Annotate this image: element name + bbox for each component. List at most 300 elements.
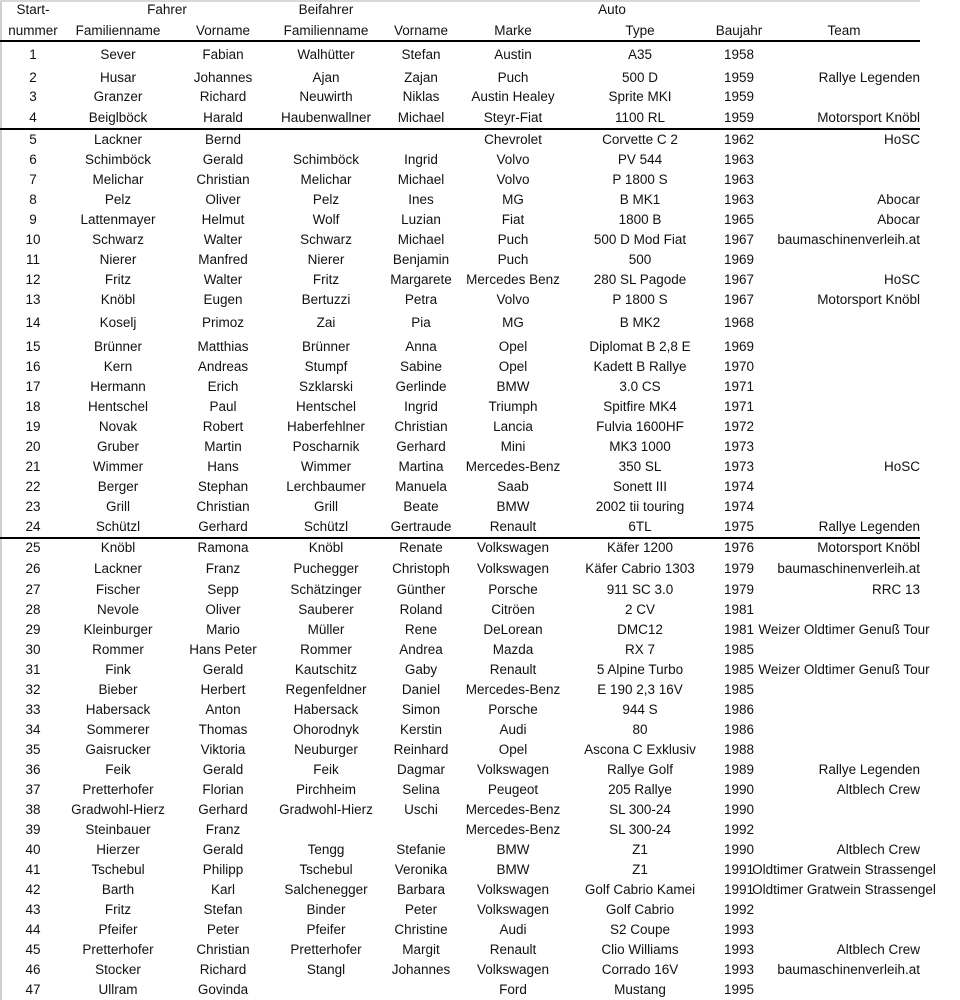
driver-firstname-cell: Manfred — [198, 252, 248, 267]
team-cell — [768, 87, 920, 107]
start-number-cell: 37 — [25, 782, 41, 797]
start-number-cell: 19 — [25, 419, 41, 434]
car-year-cell: 1969 — [723, 252, 755, 267]
codriver-firstname-cell: Martina — [398, 459, 444, 474]
driver-firstname-cell: Anton — [205, 702, 241, 717]
car-type-cell: Z1 — [632, 862, 648, 877]
start-number-cell: 26 — [25, 561, 41, 576]
codriver-lastname-cell: Habersack — [293, 702, 359, 717]
sheet-left-border — [0, 0, 2, 1000]
codriver-lastname-cell: Neuwirth — [299, 89, 353, 104]
start-number-cell: 25 — [25, 540, 41, 555]
driver-lastname-cell: Gruber — [96, 439, 140, 454]
team-name: HoSC — [883, 132, 920, 147]
header-baujahr: Baujahr — [715, 23, 763, 38]
car-year-cell: 1991 — [723, 882, 755, 897]
driver-lastname-cell: Melichar — [92, 172, 144, 187]
car-type-cell: SL 300-24 — [609, 822, 671, 837]
car-make-cell: Saab — [497, 479, 529, 494]
header-fahrer-familienname: Familienname — [75, 23, 161, 38]
start-number-cell: 12 — [25, 272, 41, 287]
team-name: Rallye Legenden — [818, 519, 920, 534]
codriver-firstname-cell: Renate — [399, 540, 443, 555]
driver-firstname-cell: Gerhard — [198, 519, 248, 534]
codriver-lastname-cell: Haubenwallner — [280, 110, 372, 125]
team-name: Oldtimer Gratwein Strassengel — [752, 862, 936, 877]
driver-lastname-cell: Brünner — [93, 339, 143, 354]
start-number-cell: 16 — [25, 359, 41, 374]
driver-lastname-cell: Schwarz — [92, 232, 144, 247]
car-type-cell: Sprite MKI — [608, 89, 672, 104]
team-cell — [768, 130, 920, 150]
car-type-cell: Z1 — [632, 842, 648, 857]
team-cell — [768, 230, 920, 250]
start-number-cell: 15 — [25, 339, 41, 354]
driver-lastname-cell: Fritz — [104, 272, 132, 287]
car-make-cell: BMW — [496, 379, 530, 394]
driver-lastname-cell: Bieber — [98, 682, 138, 697]
car-make-cell: Volkswagen — [476, 882, 550, 897]
team-cell — [768, 720, 920, 740]
codriver-lastname-cell — [272, 130, 380, 150]
driver-lastname-cell: Husar — [99, 70, 136, 85]
driver-lastname-cell: Habersack — [85, 702, 151, 717]
car-year-cell: 1971 — [723, 379, 755, 394]
team-name: HoSC — [883, 272, 920, 287]
header-start-top: Start- — [16, 2, 50, 17]
car-year-cell: 1985 — [723, 642, 755, 657]
start-number-cell: 13 — [25, 292, 41, 307]
car-type-cell: Rallye Golf — [606, 762, 674, 777]
car-year-cell: 1970 — [723, 359, 755, 374]
team-name: Altblech Crew — [836, 842, 920, 857]
car-year-cell: 1975 — [723, 519, 755, 534]
driver-lastname-cell: Nevole — [96, 602, 140, 617]
car-type-cell: E 190 2,3 16V — [597, 682, 683, 697]
start-number-cell: 39 — [25, 822, 41, 837]
team-name: HoSC — [883, 459, 920, 474]
car-make-cell: DeLorean — [483, 622, 543, 637]
codriver-firstname-cell: Kerstin — [399, 722, 443, 737]
car-make-cell: Ford — [499, 982, 527, 997]
car-type-cell: B MK2 — [619, 315, 661, 330]
car-make-cell: Peugeot — [487, 782, 539, 797]
codriver-firstname-cell — [382, 980, 460, 1000]
team-cell — [768, 820, 920, 840]
driver-lastname-cell: Feik — [105, 762, 131, 777]
car-year-cell: 1963 — [723, 172, 755, 187]
start-number-cell: 18 — [25, 399, 41, 414]
team-cell — [768, 210, 920, 230]
team-name: Motorsport Knöbl — [817, 292, 920, 307]
start-number-cell: 10 — [25, 232, 41, 247]
driver-firstname-cell: Philipp — [202, 862, 244, 877]
car-year-cell: 1974 — [723, 479, 755, 494]
car-year-cell: 1993 — [723, 922, 755, 937]
codriver-lastname-cell: Neuburger — [294, 742, 358, 757]
car-year-cell: 1981 — [723, 622, 755, 637]
codriver-lastname-cell: Walhütter — [297, 47, 355, 62]
team-cell — [752, 880, 936, 900]
car-year-cell: 1986 — [723, 702, 755, 717]
car-year-cell: 1962 — [723, 132, 755, 147]
team-cell — [768, 980, 920, 1000]
start-number-cell: 35 — [25, 742, 41, 757]
car-type-cell: 280 SL Pagode — [593, 272, 687, 287]
team-cell — [768, 600, 920, 620]
driver-firstname-cell: Paul — [209, 399, 237, 414]
team-cell — [768, 150, 920, 170]
car-year-cell: 1985 — [723, 662, 755, 677]
team-name: Altblech Crew — [836, 942, 920, 957]
codriver-lastname-cell: Grill — [314, 499, 338, 514]
start-number-cell: 38 — [25, 802, 41, 817]
team-cell — [768, 680, 920, 700]
car-make-cell: Mercedes Benz — [466, 272, 560, 287]
codriver-firstname-cell: Michael — [397, 110, 445, 125]
header-marke: Marke — [494, 23, 532, 38]
driver-firstname-cell: Helmut — [201, 212, 245, 227]
codriver-lastname-cell: Schimböck — [292, 152, 360, 167]
car-type-cell: 500 — [628, 252, 652, 267]
driver-lastname-cell: Fritz — [104, 902, 132, 917]
driver-firstname-cell: Andreas — [197, 359, 249, 374]
team-cell — [768, 559, 920, 579]
car-type-cell: 2002 tii touring — [595, 499, 685, 514]
car-make-cell: Puch — [497, 232, 529, 247]
car-make-cell: Audi — [499, 722, 527, 737]
driver-lastname-cell: Rommer — [92, 642, 144, 657]
car-year-cell: 1974 — [723, 499, 755, 514]
codriver-lastname-cell: Poscharnik — [292, 439, 360, 454]
car-make-cell: Volvo — [496, 172, 530, 187]
car-type-cell: DMC12 — [617, 622, 663, 637]
car-year-cell: 1991 — [723, 862, 755, 877]
car-type-cell: 80 — [632, 722, 648, 737]
driver-lastname-cell: Schimböck — [84, 152, 152, 167]
team-name: Oldtimer Gratwein Strassengel — [752, 882, 936, 897]
car-make-cell: MG — [502, 315, 524, 330]
driver-firstname-cell: Christian — [196, 942, 250, 957]
codriver-lastname-cell: Pfeifer — [306, 922, 346, 937]
car-year-cell: 1989 — [723, 762, 755, 777]
driver-firstname-cell: Harald — [203, 110, 243, 125]
header-group-fahrer: Fahrer — [147, 2, 187, 17]
team-cell — [768, 68, 920, 88]
start-number-cell: 20 — [25, 439, 41, 454]
codriver-lastname-cell: Zai — [316, 315, 336, 330]
driver-firstname-cell: Herbert — [200, 682, 246, 697]
car-year-cell: 1990 — [723, 842, 755, 857]
driver-firstname-cell: Stephan — [197, 479, 249, 494]
start-number-cell: 28 — [25, 602, 41, 617]
car-year-cell: 1959 — [723, 70, 755, 85]
car-type-cell: Fulvia 1600HF — [596, 419, 684, 434]
codriver-firstname-cell: Andrea — [399, 642, 443, 657]
start-number-cell: 1 — [29, 47, 37, 62]
header-group-auto: Auto — [598, 2, 626, 17]
driver-firstname-cell: Walter — [203, 272, 243, 287]
driver-firstname-cell: Erich — [207, 379, 239, 394]
codriver-firstname-cell: Roland — [399, 602, 443, 617]
team-cell — [768, 250, 920, 270]
codriver-firstname-cell: Rene — [404, 622, 438, 637]
car-type-cell: Sonett III — [612, 479, 668, 494]
car-year-cell: 1965 — [723, 212, 755, 227]
start-number-cell: 33 — [25, 702, 41, 717]
start-number-cell: 27 — [25, 582, 41, 597]
car-make-cell: Puch — [497, 252, 529, 267]
car-make-cell: Volvo — [496, 292, 530, 307]
codriver-firstname-cell: Reinhard — [393, 742, 449, 757]
team-cell — [768, 377, 920, 397]
codriver-firstname-cell: Stefan — [401, 47, 441, 62]
driver-lastname-cell: Fink — [105, 662, 131, 677]
codriver-firstname-cell: Gertraude — [390, 519, 452, 534]
driver-lastname-cell: Tschebul — [91, 862, 145, 877]
car-make-cell: Volvo — [496, 152, 530, 167]
car-make-cell: Mercedes-Benz — [465, 459, 561, 474]
car-year-cell: 1963 — [723, 192, 755, 207]
car-year-cell: 1993 — [723, 962, 755, 977]
car-type-cell: Käfer 1200 — [606, 540, 674, 555]
team-cell — [768, 760, 920, 780]
driver-firstname-cell: Richard — [199, 89, 247, 104]
car-year-cell: 1995 — [723, 982, 755, 997]
codriver-firstname-cell: Christine — [394, 922, 448, 937]
codriver-firstname-cell: Simon — [401, 702, 441, 717]
driver-lastname-cell: Wimmer — [92, 459, 144, 474]
codriver-firstname-cell: Niklas — [402, 89, 440, 104]
start-number-cell: 40 — [25, 842, 41, 857]
team-name: Rallye Legenden — [818, 70, 920, 85]
car-make-cell: Mercedes-Benz — [465, 682, 561, 697]
codriver-firstname-cell: Gerlinde — [395, 379, 447, 394]
team-cell — [768, 700, 920, 720]
start-number-cell: 44 — [25, 922, 41, 937]
codriver-firstname-cell: Ines — [408, 192, 434, 207]
start-number-cell: 8 — [29, 192, 37, 207]
codriver-firstname-cell: Ingrid — [404, 399, 438, 414]
driver-firstname-cell: Gerhard — [198, 802, 248, 817]
header-beifahrer-familienname: Familienname — [283, 23, 369, 38]
driver-lastname-cell: Stocker — [95, 962, 141, 977]
team-cell — [768, 457, 920, 477]
codriver-lastname-cell: Binder — [306, 902, 346, 917]
team-cell — [768, 840, 920, 860]
team-cell — [768, 800, 920, 820]
team-name: Motorsport Knöbl — [817, 110, 920, 125]
driver-firstname-cell: Robert — [202, 419, 244, 434]
driver-lastname-cell: Sommerer — [86, 722, 150, 737]
car-year-cell: 1985 — [723, 682, 755, 697]
car-type-cell: 3.0 CS — [619, 379, 661, 394]
start-number-cell: 22 — [25, 479, 41, 494]
car-type-cell: 500 D — [621, 70, 659, 85]
codriver-lastname-cell: Ohorodnyk — [292, 722, 360, 737]
driver-lastname-cell: Pelz — [104, 192, 132, 207]
codriver-firstname-cell — [382, 820, 460, 840]
car-year-cell: 1967 — [723, 272, 755, 287]
start-number-cell: 34 — [25, 722, 41, 737]
header-type: Type — [625, 23, 655, 38]
team-cell — [768, 313, 920, 333]
start-number-cell: 32 — [25, 682, 41, 697]
codriver-firstname-cell: Sabine — [399, 359, 443, 374]
codriver-lastname-cell: Szklarski — [298, 379, 353, 394]
codriver-lastname-cell: Schätzinger — [290, 582, 362, 597]
team-name: Weizer Oldtimer Genuß Tour — [758, 622, 930, 637]
driver-firstname-cell: Gerald — [202, 152, 244, 167]
driver-lastname-cell: Gradwohl-Hierz — [71, 802, 165, 817]
car-make-cell: Triumph — [488, 399, 538, 414]
team-name: RRC 13 — [871, 582, 920, 597]
car-type-cell: 5 Alpine Turbo — [596, 662, 684, 677]
driver-firstname-cell: Gerald — [202, 662, 244, 677]
driver-lastname-cell: Granzer — [93, 89, 143, 104]
car-make-cell: Opel — [498, 339, 528, 354]
car-type-cell: Diplomat B 2,8 E — [589, 339, 691, 354]
team-name: Motorsport Knöbl — [817, 540, 920, 555]
start-number-cell: 11 — [25, 252, 40, 267]
codriver-firstname-cell: Gaby — [404, 662, 438, 677]
driver-lastname-cell: Pretterhofer — [82, 942, 154, 957]
codriver-firstname-cell: Benjamin — [392, 252, 450, 267]
driver-lastname-cell: Kern — [103, 359, 133, 374]
car-make-cell: Opel — [498, 359, 528, 374]
team-cell — [768, 437, 920, 457]
codriver-lastname-cell: Schützl — [303, 519, 349, 534]
codriver-firstname-cell: Uschi — [404, 802, 438, 817]
driver-lastname-cell: Pretterhofer — [82, 782, 154, 797]
codriver-lastname-cell — [272, 820, 380, 840]
car-year-cell: 1973 — [723, 459, 755, 474]
codriver-firstname-cell: Manuela — [395, 479, 447, 494]
driver-firstname-cell: Eugen — [203, 292, 243, 307]
team-cell — [768, 920, 920, 940]
driver-lastname-cell: Lattenmayer — [80, 212, 156, 227]
car-make-cell: Puch — [497, 70, 529, 85]
team-cell — [768, 740, 920, 760]
driver-firstname-cell: Viktoria — [200, 742, 246, 757]
car-type-cell: Clio Williams — [601, 942, 679, 957]
driver-firstname-cell: Hans Peter — [189, 642, 257, 657]
start-number-cell: 43 — [25, 902, 41, 917]
car-year-cell: 1979 — [723, 582, 755, 597]
car-make-cell: Mini — [500, 439, 526, 454]
start-number-cell: 45 — [25, 942, 41, 957]
driver-lastname-cell: Kleinburger — [83, 622, 153, 637]
car-year-cell: 1973 — [723, 439, 755, 454]
codriver-lastname-cell — [272, 980, 380, 1000]
car-make-cell: Steyr-Fiat — [483, 110, 543, 125]
codriver-firstname-cell: Petra — [404, 292, 438, 307]
car-make-cell: Austin Healey — [471, 89, 555, 104]
driver-firstname-cell: Matthias — [197, 339, 249, 354]
codriver-lastname-cell: Puchegger — [293, 561, 359, 576]
codriver-lastname-cell: Rommer — [300, 642, 352, 657]
codriver-lastname-cell: Bertuzzi — [301, 292, 351, 307]
driver-lastname-cell: Knöbl — [100, 292, 136, 307]
driver-lastname-cell: Knöbl — [100, 540, 136, 555]
driver-firstname-cell: Johannes — [193, 70, 253, 85]
car-type-cell: Kadett B Rallye — [593, 359, 687, 374]
car-make-cell: Lancia — [493, 419, 533, 434]
car-year-cell: 1959 — [723, 89, 755, 104]
start-number-cell: 9 — [29, 212, 37, 227]
team-cell — [768, 108, 920, 128]
codriver-firstname-cell: Michael — [397, 172, 445, 187]
team-cell — [768, 517, 920, 537]
team-cell — [768, 170, 920, 190]
header-divider — [0, 40, 920, 42]
car-make-cell: Opel — [498, 742, 528, 757]
car-type-cell: RX 7 — [624, 642, 655, 657]
team-cell — [768, 477, 920, 497]
codriver-lastname-cell: Salchenegger — [284, 882, 368, 897]
driver-firstname-cell: Gerald — [202, 842, 244, 857]
driver-firstname-cell: Primoz — [201, 315, 244, 330]
codriver-firstname-cell: Beate — [403, 499, 439, 514]
car-type-cell: 1100 RL — [614, 110, 666, 125]
car-make-cell: Citröen — [491, 602, 535, 617]
codriver-lastname-cell: Tschebul — [299, 862, 353, 877]
codriver-firstname-cell: Margarete — [390, 272, 452, 287]
team-cell — [768, 580, 920, 600]
codriver-firstname-cell: Gerhard — [396, 439, 446, 454]
codriver-lastname-cell: Pirchheim — [295, 782, 357, 797]
car-make-cell: MG — [502, 192, 524, 207]
car-make-cell: Audi — [499, 922, 527, 937]
team-cell — [768, 290, 920, 310]
start-number-cell: 47 — [25, 982, 41, 997]
codriver-lastname-cell: Wolf — [312, 212, 340, 227]
car-make-cell: Volkswagen — [476, 540, 550, 555]
start-number-cell: 30 — [25, 642, 41, 657]
car-type-cell: 2 CV — [624, 602, 655, 617]
header-start-bottom: nummer — [8, 23, 58, 38]
driver-lastname-cell: Grill — [106, 499, 130, 514]
codriver-lastname-cell: Ajan — [312, 70, 340, 85]
codriver-firstname-cell: Michael — [397, 232, 445, 247]
codriver-lastname-cell: Kautschitz — [294, 662, 358, 677]
car-make-cell: Volkswagen — [476, 762, 550, 777]
driver-lastname-cell: Schützl — [95, 519, 141, 534]
car-make-cell: BMW — [496, 862, 530, 877]
start-number-cell: 31 — [25, 662, 41, 677]
car-year-cell: 1963 — [723, 152, 755, 167]
car-type-cell: PV 544 — [617, 152, 663, 167]
driver-firstname-cell: Richard — [199, 962, 247, 977]
car-year-cell: 1971 — [723, 399, 755, 414]
start-number-cell: 5 — [29, 132, 37, 147]
start-number-cell: 46 — [25, 962, 41, 977]
team-cell — [768, 960, 920, 980]
car-type-cell: 205 Rallye — [608, 782, 672, 797]
codriver-lastname-cell: Feik — [313, 762, 339, 777]
driver-lastname-cell: Fischer — [95, 582, 141, 597]
team-cell — [768, 417, 920, 437]
car-type-cell: Ascona C Exklusiv — [584, 742, 696, 757]
car-make-cell: Chevrolet — [484, 132, 542, 147]
car-type-cell: 1800 B — [618, 212, 662, 227]
codriver-lastname-cell: Wimmer — [300, 459, 352, 474]
team-name: baumaschinenverleih.at — [777, 232, 920, 247]
start-number-cell: 2 — [29, 70, 37, 85]
start-number-cell: 7 — [29, 172, 37, 187]
driver-firstname-cell: Karl — [210, 882, 235, 897]
codriver-lastname-cell: Fritz — [312, 272, 340, 287]
